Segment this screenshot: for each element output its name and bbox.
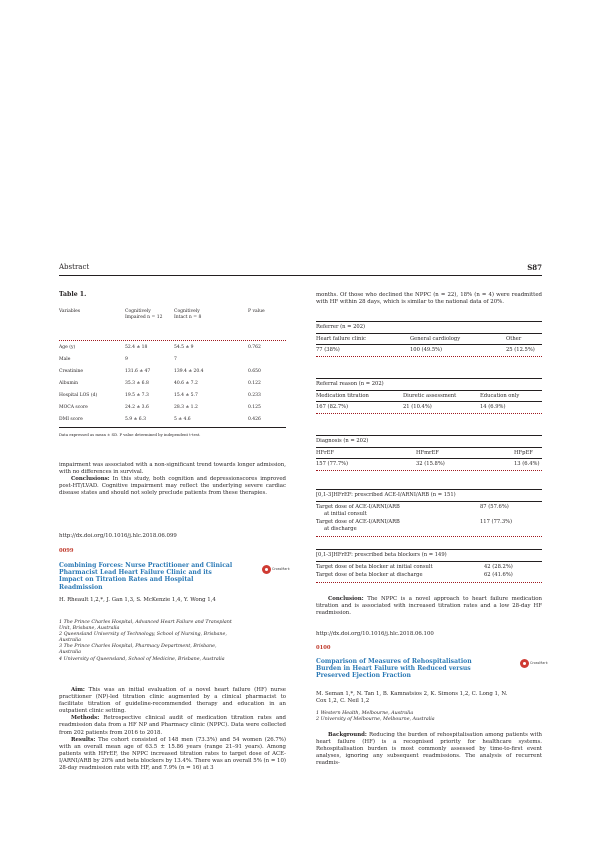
- affiliation: 2 University of Melbourne, Melbourne, Australia: [316, 717, 435, 723]
- beta-blocker-table: [316, 549, 542, 585]
- referral-reason-table: [316, 378, 542, 418]
- conclusions-paragraph: [59, 476, 286, 497]
- author-list: H. Rheault 1,2,*, J. Gan 1,3, S. McKenzie 1,4, Y. Wong 1,4: [59, 597, 216, 603]
- table-cell: 139.4 ± 20.4: [174, 369, 204, 374]
- table-rule: [316, 435, 542, 436]
- table1-header-divider: [59, 340, 286, 341]
- affiliation: 1 Western Health, Melbourne, Australia: [316, 711, 414, 716]
- table-cell: at initial consult: [324, 511, 367, 517]
- table-row: [59, 357, 286, 365]
- affiliations: [59, 620, 235, 663]
- diagnosis-table: [316, 435, 542, 475]
- section-text: This was an initial evaluation of a novel heart failure (HF) nurse practitioner (NP)-led titration clinic augmented by a clinical pharmacist to facilitate titration of guideline-recommended therapy and education in an outpatient clinic setting.: [59, 687, 286, 715]
- table1-header-intact: Cognitively Intact n = 8: [174, 309, 202, 321]
- results-paragraph: [59, 737, 286, 772]
- table-rule: [316, 390, 542, 391]
- article-number: 0100: [316, 645, 331, 651]
- table-cell: 157 (77.7%): [316, 461, 349, 467]
- section-label: Methods:: [71, 715, 100, 722]
- table-cell: 5.9 ± 6.3: [125, 417, 146, 422]
- table-rule: [316, 333, 542, 334]
- acei-table: [316, 489, 542, 539]
- table1-header-impaired: Cognitively Impaired n = 12: [125, 309, 163, 321]
- table1-header-pvalue: P value: [248, 309, 265, 314]
- table-title: [0,1-3]HFrEF: prescribed beta blockers (n = 149): [316, 552, 447, 558]
- abstract-body-0100: [316, 732, 542, 767]
- table-cell: Male: [59, 357, 71, 362]
- table-header: HFmrEF: [416, 450, 439, 456]
- crossmark-badge[interactable]: [262, 565, 290, 575]
- table-cell: 167 (82.7%): [316, 404, 349, 410]
- table-cell: at discharge: [324, 526, 357, 532]
- left-column-body: [59, 462, 286, 497]
- affiliation: 2 Queensland University of Technology, School of Nursing, Brisbane, Australia: [59, 632, 227, 644]
- table-cell: 62 (41.6%): [484, 572, 513, 578]
- conclusion-paragraph: [316, 596, 542, 617]
- table-cell: 0.122: [248, 381, 261, 386]
- table-rule: [316, 413, 542, 414]
- table-rule: [316, 470, 542, 471]
- table-cell: 19.5 ± 7.3: [125, 393, 149, 398]
- table-cell: 13 (6.4%): [514, 461, 540, 467]
- table-cell: 52.4 ± 18: [125, 345, 148, 350]
- table-cell: Creatinine: [59, 369, 84, 374]
- section-label: Results:: [71, 736, 96, 743]
- table-cell: 5 ± 4.6: [174, 417, 191, 422]
- table-cell: 24.2 ± 3.6: [125, 405, 149, 410]
- table-cell: Target dose of beta blocker at discharge: [316, 572, 423, 578]
- affiliation: 3 The Prince Charles Hospital, Pharmacy Department, Brisbane, Australia: [59, 644, 217, 656]
- table-rule: [316, 582, 542, 583]
- table-cell: 117 (77.3%): [480, 519, 513, 525]
- section-label: Aim:: [71, 687, 85, 693]
- table-header: General cardiology: [410, 336, 461, 342]
- affiliations: [316, 711, 542, 723]
- table-cell: 28.3 ± 1.2: [174, 405, 198, 410]
- table-cell: 131.6 ± 47: [125, 369, 151, 374]
- table-row: [59, 393, 286, 401]
- table-row: [59, 345, 286, 353]
- section-label: Conclusions:: [71, 476, 110, 483]
- table-cell: 35.3 ± 6.8: [125, 381, 149, 386]
- table-title: [0,1-3]HFrEF: prescribed ACE-I/ARNI/ARB (n = 151): [316, 492, 456, 498]
- table-cell: DMI score: [59, 417, 83, 422]
- header-rule: [59, 275, 542, 276]
- doi-link[interactable]: http://dx.doi.org/10.1016/j.hlc.2018.06.100: [316, 631, 434, 637]
- table-cell: 0.233: [248, 393, 261, 398]
- doi-link[interactable]: http://dx.doi.org/10.1016/j.hlc.2018.06.099: [59, 533, 177, 539]
- table-rule: [316, 344, 542, 345]
- table-rule: [316, 401, 542, 402]
- continuation-paragraph: impairment was associated with a non-significant trend towards longer admission, with no differences in survival.: [59, 462, 286, 476]
- table-header: HFrEF: [316, 450, 334, 456]
- table-cell: Hospital LOS (d): [59, 393, 98, 398]
- table1-title: Table 1.: [59, 291, 87, 298]
- background-paragraph: [316, 732, 542, 767]
- table1-header-row: [59, 309, 286, 339]
- table-cell: 77 (38%): [316, 347, 340, 353]
- table-cell: 15.4 ± 5.7: [174, 393, 198, 398]
- table-rule: [316, 561, 542, 562]
- table-header: Education only: [480, 393, 520, 399]
- table-cell: 25 (12.5%): [506, 347, 535, 353]
- table-header: HFpEF: [514, 450, 533, 456]
- abstract-body-0099: [59, 687, 286, 772]
- referrer-table: [316, 321, 542, 361]
- table-title: Diagnosis (n = 202): [316, 438, 369, 444]
- table1-header-variables: Variables: [59, 309, 81, 314]
- table-header: Diuretic assessment: [403, 393, 457, 399]
- table-cell: 9: [125, 357, 128, 362]
- table-cell: 14 (6.9%): [480, 404, 506, 410]
- table-cell: 42 (28.2%): [484, 564, 513, 570]
- section-text: Retrospective clinical audit of medication titration rates and readmission data from a HF NP and Pharmacy clinic (NPPC). Data were collected from 202 patients from 2016 to 2018.: [59, 715, 286, 736]
- methods-paragraph: [59, 715, 286, 736]
- table-title: Referrer (n = 202): [316, 324, 366, 330]
- table-header: Heart failure clinic: [316, 336, 366, 342]
- table-row: [59, 369, 286, 377]
- table1-bottom-rule: [59, 427, 286, 428]
- running-header-section: Abstract: [59, 263, 90, 271]
- table-cell: Age (y): [59, 345, 76, 350]
- affiliation: 1 The Prince Charles Hospital, Advanced Heart Failure and Transplant Unit, Brisbane, Australia: [59, 620, 232, 632]
- table-rule: [316, 321, 542, 322]
- table1-note: Data expressed as mean ± SD. P value determined by independent t-test.: [59, 432, 201, 437]
- table-rule: [316, 501, 542, 502]
- author-list: M. Seman 1,*, N. Tan 1, B. Kamnatsios 2, K. Simons 1,2, C. Long 1, N. Cox 1,2, C. Neil 1,2: [316, 691, 508, 705]
- affiliation: 4 University of Queensland, School of Medicine, Brisbane, Australia: [59, 656, 225, 662]
- table-cell: 54.5 ± 9: [174, 345, 194, 350]
- table-cell: 32 (15.8%): [416, 461, 445, 467]
- table-rule: [316, 378, 542, 379]
- table-rule: [316, 536, 542, 537]
- crossmark-label: CrossMark: [272, 567, 290, 571]
- table-cell: Target dose of beta blocker at initial consult: [316, 564, 433, 570]
- section-text: The cohort consisted of 148 men (73.3%) and 54 women (26.7%) with an overall mean age of 63.5 ± 15.86 years (range 21–91 years). Among patients with HFrEF, the NPPC increased titration rates to target dose of ACE-I/ARNI/ARB by 20% and beta blockers by 13.4%. There was an overall 5% (n = 10) 28-day readmission rate with HF, and 7.9% (n = 16) at 3: [59, 736, 287, 772]
- table-cell: 21 (10.4%): [403, 404, 432, 410]
- article-title[interactable]: Comparison of Measures of Rehospitalisation Burden in Heart Failure with Reduced versus Preserved Ejection Fraction: [316, 658, 472, 680]
- table-cell: 87 (57.6%): [480, 504, 509, 510]
- crossmark-icon: [262, 565, 271, 574]
- conclusion-block: [316, 596, 542, 617]
- table-cell: Albumin: [59, 381, 79, 386]
- table-cell: Target dose of ACE-I/ARNI/ARB: [316, 504, 400, 510]
- table-header: Medication titration: [316, 393, 369, 399]
- table-cell: 0.125: [248, 405, 261, 410]
- page-number: S87: [527, 263, 542, 272]
- table-rule: [316, 458, 542, 459]
- article-number: 0099: [59, 548, 74, 554]
- table-cell: 7: [174, 357, 177, 362]
- section-text: The NPPC is a novel approach to heart failure medication titration and is associated with increased titration rates and a low 28-day HF readmission.: [316, 596, 542, 617]
- table-cell: 0.762: [248, 345, 261, 350]
- table-row: [59, 417, 286, 425]
- table-row: [59, 381, 286, 389]
- table-cell: 100 (49.5%): [410, 347, 443, 353]
- table-cell: 0.426: [248, 417, 261, 422]
- section-label: Conclusion:: [328, 596, 364, 602]
- table-cell: 40.6 ± 7.2: [174, 381, 198, 386]
- table-title: Referral reason (n = 202): [316, 381, 384, 387]
- right-continuation: months. Of those who declined the NPPC (n = 22), 18% (n = 4) were readmitted with HF within 28 days, which is similar to the national data of 20%.: [316, 292, 542, 306]
- section-text: Reducing the burden of rehospitalisation among patients with heart failure (HF) is a recognised priority for healthcare systems. Rehospitalisation burden is most commonly assessed by time-to-first event analyses, ignoring any subsequent readmissions. The analysis of recurrent readmis-: [316, 732, 542, 767]
- crossmark-icon: [520, 659, 529, 668]
- table-header: Other: [506, 336, 522, 342]
- table-row: [59, 405, 286, 413]
- table-cell: Target dose of ACE-I/ARNI/ARB: [316, 519, 400, 525]
- section-label: Background:: [328, 732, 367, 738]
- article-title[interactable]: Combining Forces: Nurse Practitioner and Clinical Pharmacist Lead Heart Failure Clinic and its Impact on Titration Rates and Hospital Readmission: [59, 562, 233, 591]
- table-rule: [316, 356, 542, 357]
- table-rule: [316, 489, 542, 490]
- aim-paragraph: [59, 687, 286, 715]
- crossmark-badge[interactable]: [520, 659, 548, 669]
- table-rule: [316, 447, 542, 448]
- table-rule: [316, 549, 542, 550]
- table-cell: MOCA score: [59, 405, 88, 410]
- table-cell: 0.650: [248, 369, 261, 374]
- crossmark-label: CrossMark: [530, 661, 548, 665]
- section-text: In this study, both cognition and depressionscores improved post-HT/LVAD. Cognitive impairment may reflect the underlying severe cardiac disease states and should not solely preclude patients from these therapies.: [59, 476, 286, 497]
